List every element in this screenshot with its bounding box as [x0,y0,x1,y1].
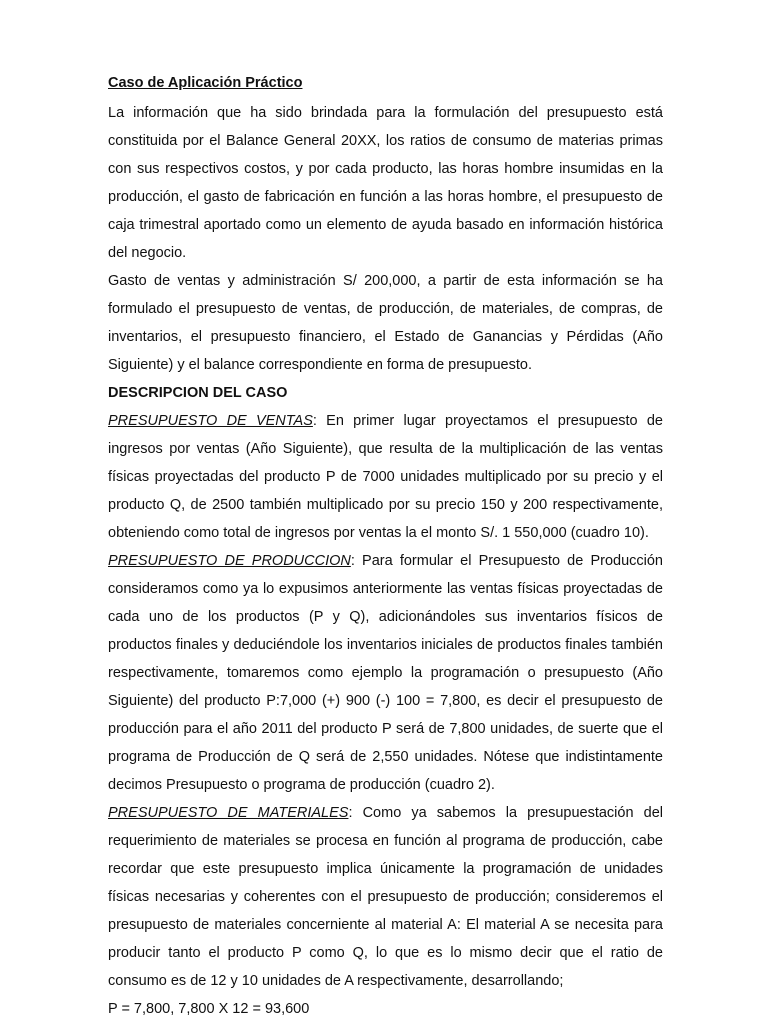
formula-line: P = 7,800, 7,800 X 12 = 93,600 [108,1001,310,1017]
document-title: Caso de Aplicación Práctico [108,75,303,91]
materiales-lead: PRESUPUESTO DE MATERIALES [108,805,349,821]
produccion-text: : Para formular el Presupuesto de Producción consideramos como ya lo expusimos anteriormente las ventas físicas proyectadas de cada uno de los productos (P y Q), adicionándoles sus inventarios físicos de productos finales y deduciéndole los inventarios iniciales de productos finales también respectivamente, tomaremos como ejemplo la programación o presupuesto (Año Siguiente) del producto P:7,000 (+) 900 (-) 100 = 7,800, es decir el presupuesto de producción para el año 2011 del producto P será de 7,800 unidades, de suerte que el programa de Producción de Q será de 2,550 unidades. Nótese que indistintamente decimos Presupuesto o programa de producción (cuadro 2). [108,553,663,793]
materiales-text: : Como ya sabemos la presupuestación del requerimiento de materiales se procesa en función al programa de producción, cabe recordar que este presupuesto implica únicamente la programación de unidades físicas necesarias y coherentes con el presupuesto de producción; consideremos el presupuesto de materiales concerniente al material A: El material A se necesita para producir tanto el producto P como Q, lo que es lo mismo decir que el ratio de consumo es de 12 y 10 unidades de A respectivamente, desarrollando; [108,805,663,989]
materiales-paragraph [108,799,663,995]
produccion-lead: PRESUPUESTO DE PRODUCCION [108,553,351,569]
section-heading: DESCRIPCION DEL CASO [108,385,288,401]
ventas-paragraph [108,407,663,547]
intro-paragraph-2: Gasto de ventas y administración S/ 200,000, a partir de esta información se ha formulado el presupuesto de ventas, de producción, de materiales, de compras, de inventarios, el presupuesto financiero, el Estado de Ganancias y Pérdidas (Año Siguiente) y el balance correspondiente en forma de presupuesto. [108,273,663,373]
ventas-lead: PRESUPUESTO DE VENTAS [108,413,313,429]
intro-paragraph-1: La información que ha sido brindada para la formulación del presupuesto está constituida por el Balance General 20XX, los ratios de consumo de materias primas con sus respectivos costos, y por cada producto, las horas hombre insumidas en la producción, el gasto de fabricación en función a las horas hombre, el presupuesto de caja trimestral aportado como un elemento de ayuda basado en información histórica del negocio. [108,105,663,261]
ventas-text: : En primer lugar proyectamos el presupuesto de ingresos por ventas (Año Siguiente), que resulta de la multiplicación de las ventas físicas proyectadas del producto P de 7000 unidades multiplicado por su precio y el producto Q, de 2500 también multiplicado por su precio 150 y 200 respectivamente, obteniendo como total de ingresos por ventas la el monto S/. 1 550,000 (cuadro 10). [108,413,663,541]
produccion-paragraph [108,547,663,799]
